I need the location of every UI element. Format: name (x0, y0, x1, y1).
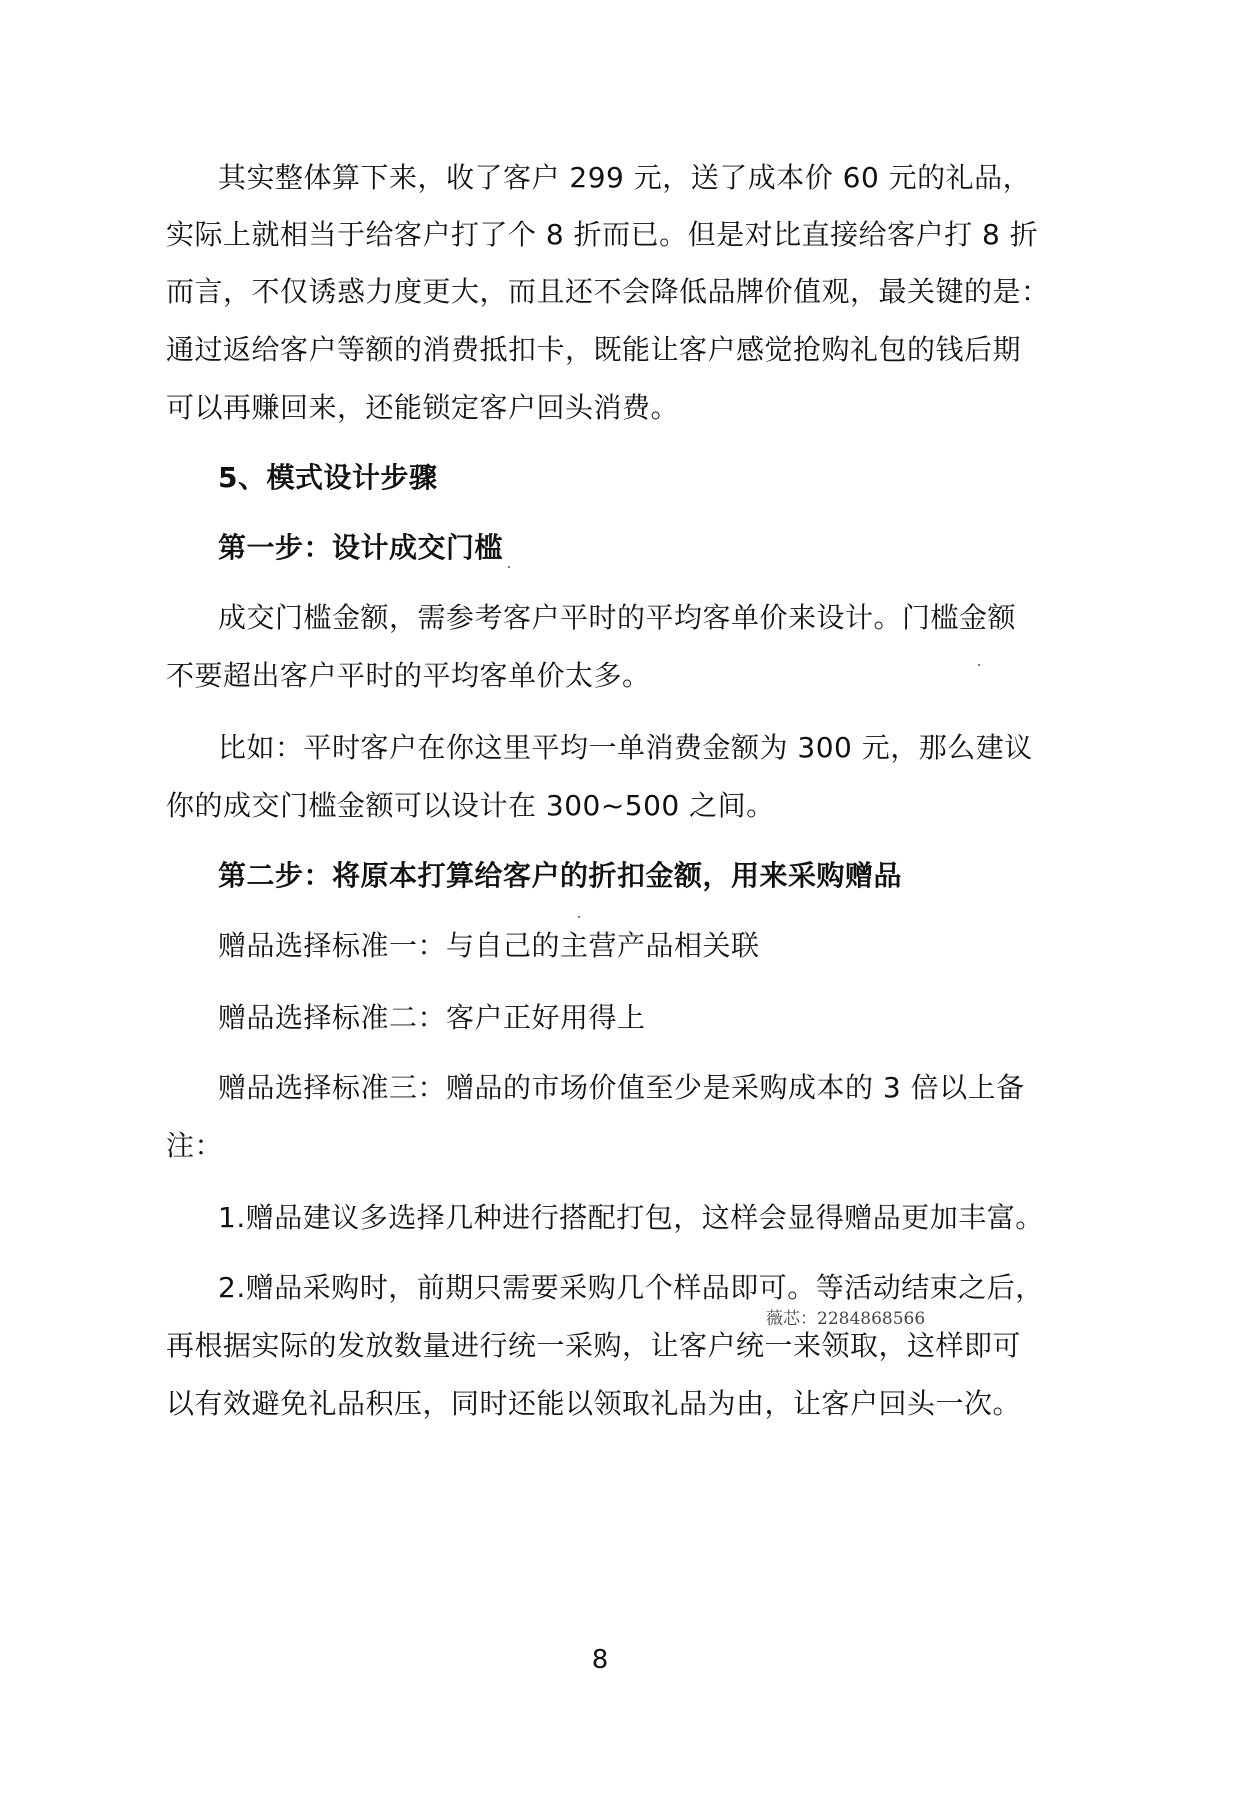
note-line: 以有效避免礼品积压，同时还能以领取礼品为由，让客户回头一次。 (166, 1387, 1022, 1420)
paragraph-line: 通过返给客户等额的消费抵扣卡，既能让客户感觉抢购礼包的钱后期 (166, 333, 1022, 366)
note-line: 1.赠品建议多选择几种进行搭配打包，这样会显得赠品更加丰富。 (218, 1201, 1044, 1234)
scan-speck (578, 916, 580, 918)
paragraph-line: 可以再赚回来，还能锁定客户回头消费。 (166, 391, 680, 424)
paragraph-line: 而言，不仅诱惑力度更大，而且还不会降低品牌价值观，最关键的是： (166, 275, 1050, 308)
step-1-heading: 第一步：设计成交门槛 (218, 531, 504, 564)
paragraph-line: 成交门槛金额，需参考客户平时的平均客单价来设计。门槛金额 (218, 601, 1017, 634)
step-2-heading: 第二步：将原本打算给客户的折扣金额，用来采购赠品 (218, 859, 903, 892)
example-line: 比如：平时客户在你这里平均一单消费金额为 300 元，那么建议 (218, 731, 1033, 764)
scan-speck (508, 566, 510, 568)
section-heading: 5、模式设计步骤 (218, 461, 438, 494)
paragraph-line: 不要超出客户平时的平均客单价太多。 (166, 659, 651, 692)
paragraph-line: 实际上就相当于给客户打了个 8 折而已。但是对比直接给客户打 8 折 (166, 218, 1039, 251)
criteria-line: 赠品选择标准二：客户正好用得上 (218, 1001, 646, 1034)
paragraph-line: 其实整体算下来，收了客户 299 元，送了成本价 60 元的礼品， (218, 161, 1032, 194)
watermark-contact: 薇芯：2284868566 (766, 1309, 926, 1329)
criteria-line: 赠品选择标准三：赠品的市场价值至少是采购成本的 3 倍以上备 (218, 1071, 1025, 1104)
note-line: 再根据实际的发放数量进行统一采购，让客户统一来领取，这样即可 (166, 1329, 1022, 1362)
page-number: 8 (591, 1645, 609, 1675)
note-line: 2.赠品采购时，前期只需要采购几个样品即可。等活动结束之后， (218, 1271, 1044, 1304)
scan-speck (978, 664, 980, 666)
criteria-continuation: 注： (166, 1129, 224, 1162)
criteria-line: 赠品选择标准一：与自己的主营产品相关联 (218, 929, 760, 962)
example-line: 你的成交门槛金额可以设计在 300~500 之间。 (166, 789, 775, 822)
